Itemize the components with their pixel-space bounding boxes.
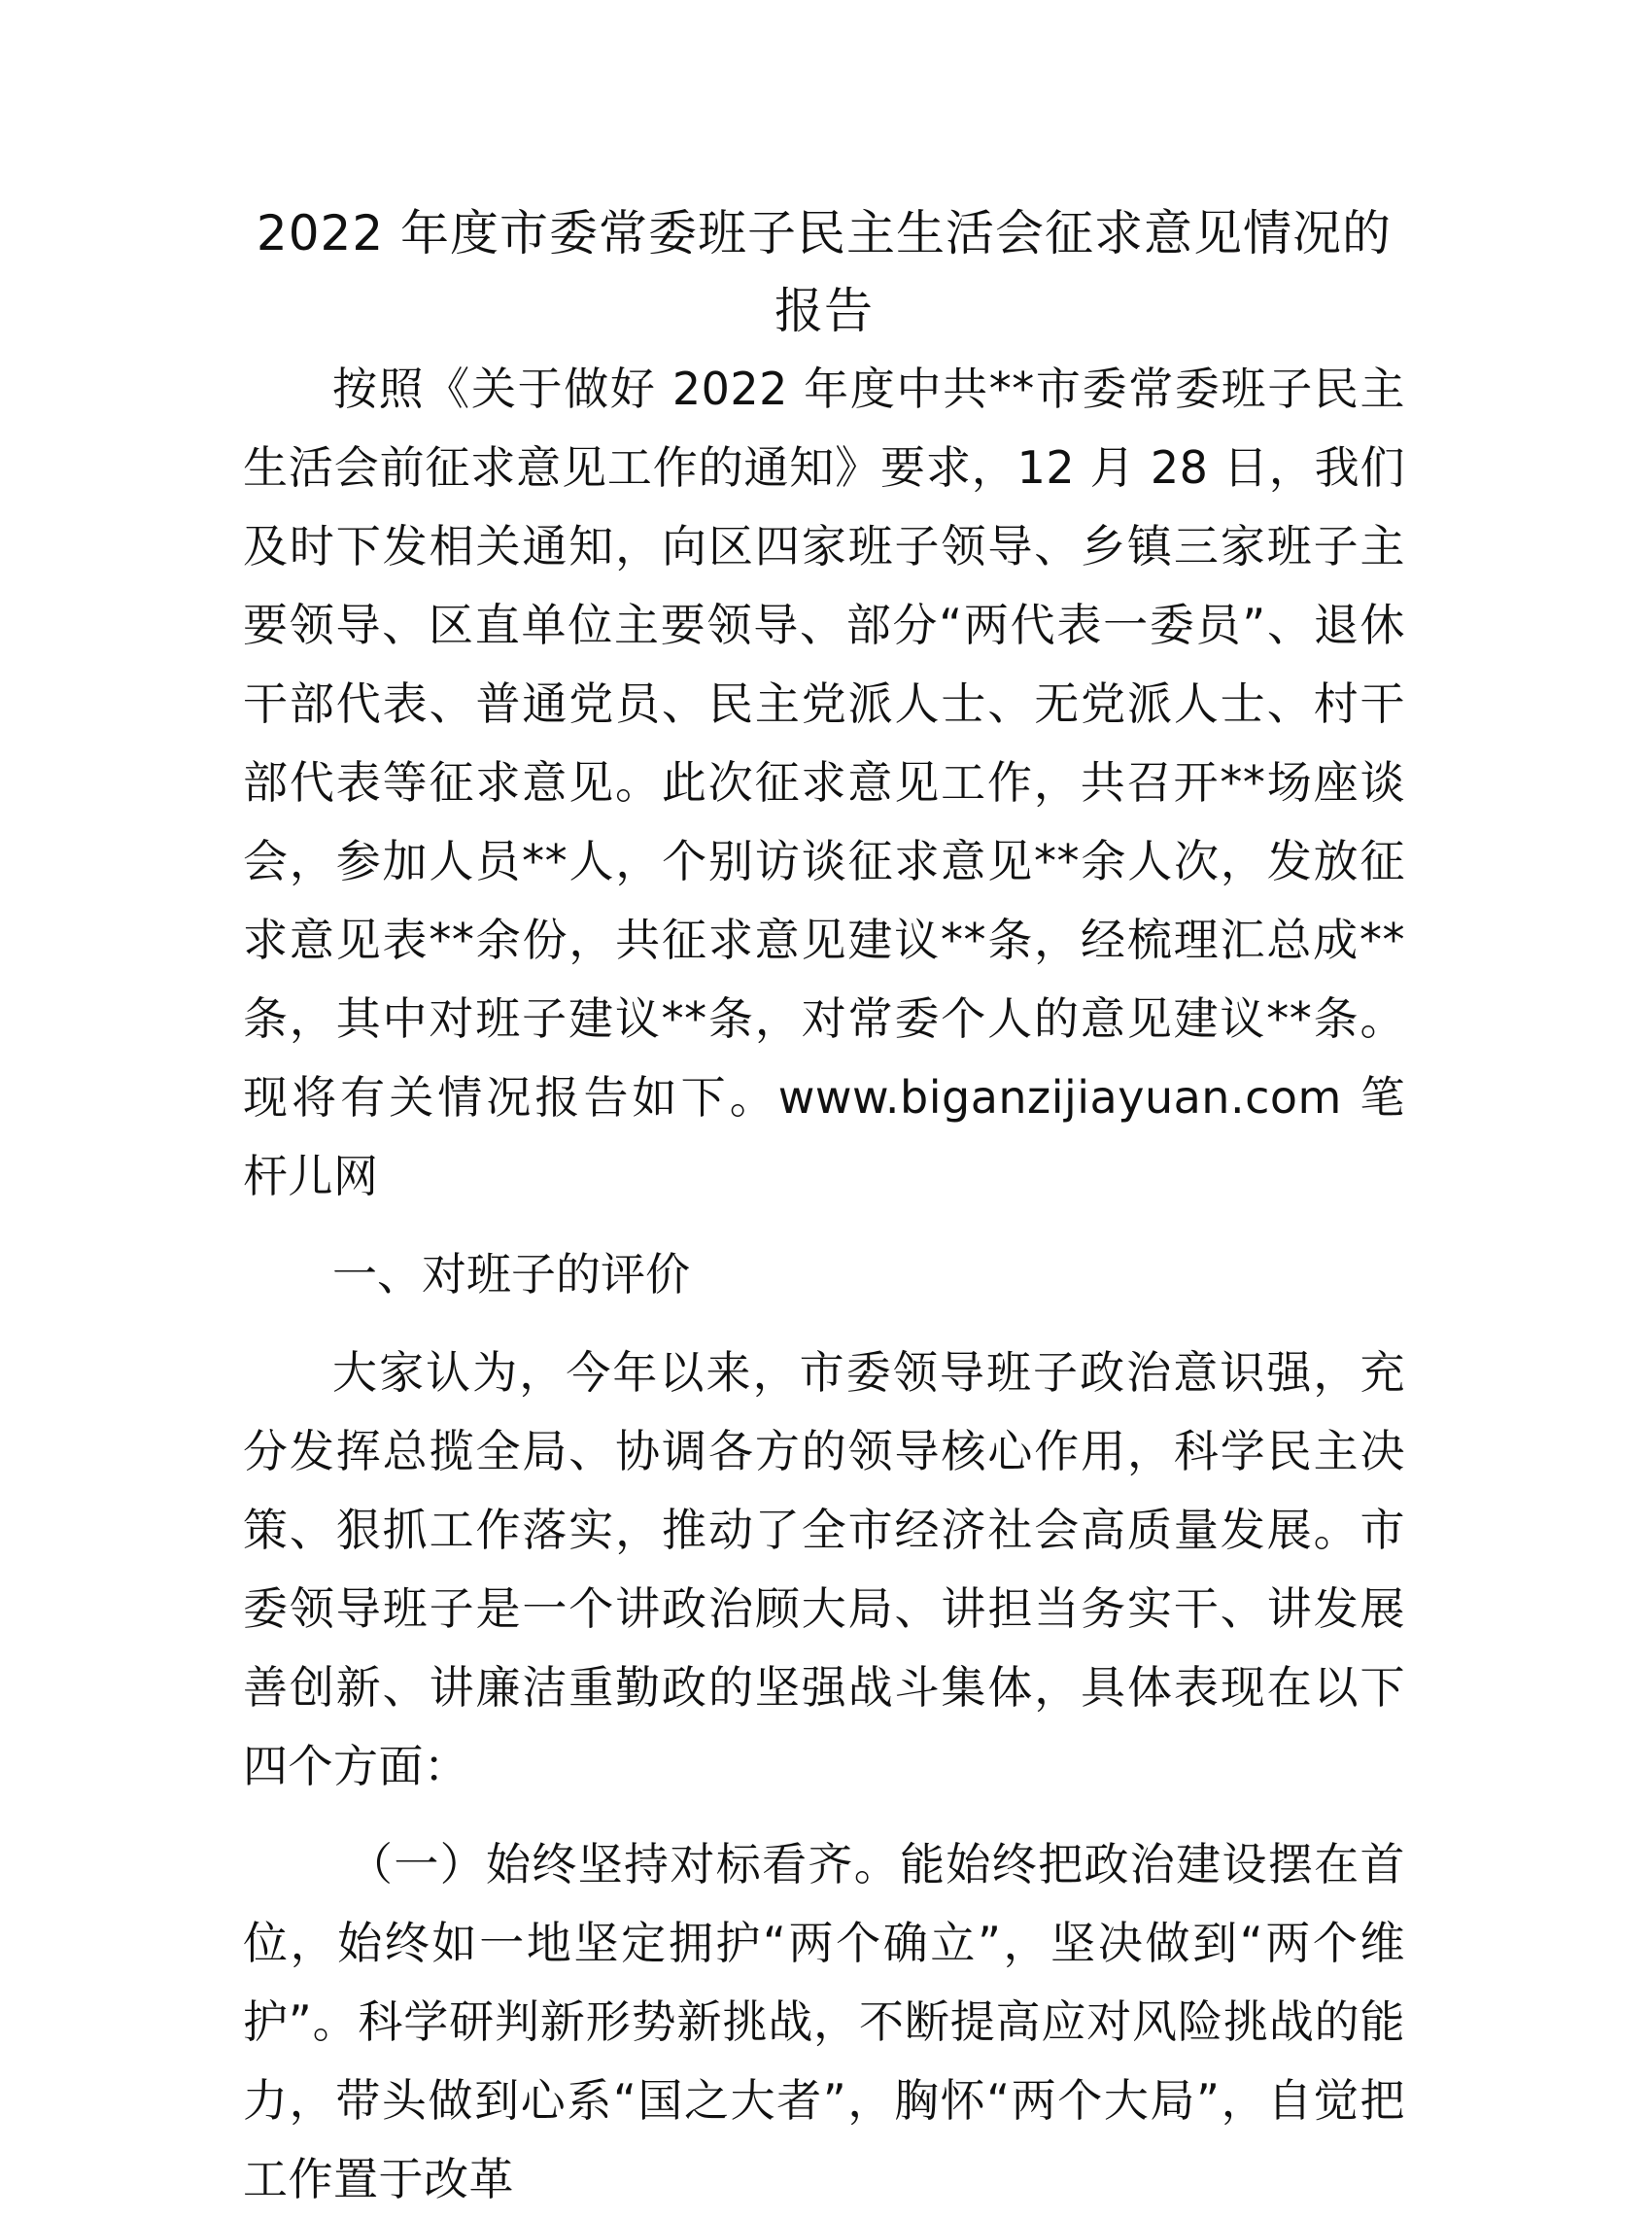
paragraph-spacer (243, 1216, 1405, 1235)
section-heading-evaluation: 一、对班子的评价 (332, 1248, 690, 1300)
intro-paragraph: 按照《关于做好 2022 年度中共**市委常委班子民主生活会前征求意见工作的通知》要求，12 月 28 日，我们及时下发相关通知，向区四家班子领导、乡镇三家班子主要领导、区直单位主要领导、部分“两代表一委员”、退休干部代表、普通党员、民主党派人士、无党派人士、村干部代表等征求意见。此次征求意见工作，共召开**场座谈会，参加人员**人，个别访谈征求意见**余人次，发放征求意见表**余份，共征求意见建议**条，经梳理汇总成**条，其中对班子建议**条，对常委个人的意见建议**条。现将有关情况报告如下。www.biganzijiayuan.com 笔杆儿网 (243, 363, 1405, 1202)
subsection-paragraph-1: （一）始终坚持对标看齐。能始终把政治建设摆在首位，始终如一地坚定拥护“两个确立”，坚决做到“两个维护”。科学研判新形势新挑战，不断提高应对风险挑战的能力，带头做到心系“国之大者”，胸怀“两个大局”，自觉把工作置于改革 (243, 1838, 1405, 2205)
paragraph-spacer (243, 1314, 1405, 1334)
document-title: 2022 年度市委常委班子民主生活会征求意见情况的报告 (256, 205, 1393, 339)
evaluation-paragraph: 大家认为，今年以来，市委领导班子政治意识强，充分发挥总揽全局、协调各方的领导核心作用，科学民主决策、狠抓工作落实，推动了全市经济社会高质量发展。市委领导班子是一个讲政治顾大局、讲担当务实干、讲发展善创新、讲廉洁重勤政的坚强战斗集体，具体表现在以下四个方面： (243, 1346, 1405, 1792)
document-body (243, 194, 1405, 2219)
paragraph-spacer (243, 1806, 1405, 1825)
